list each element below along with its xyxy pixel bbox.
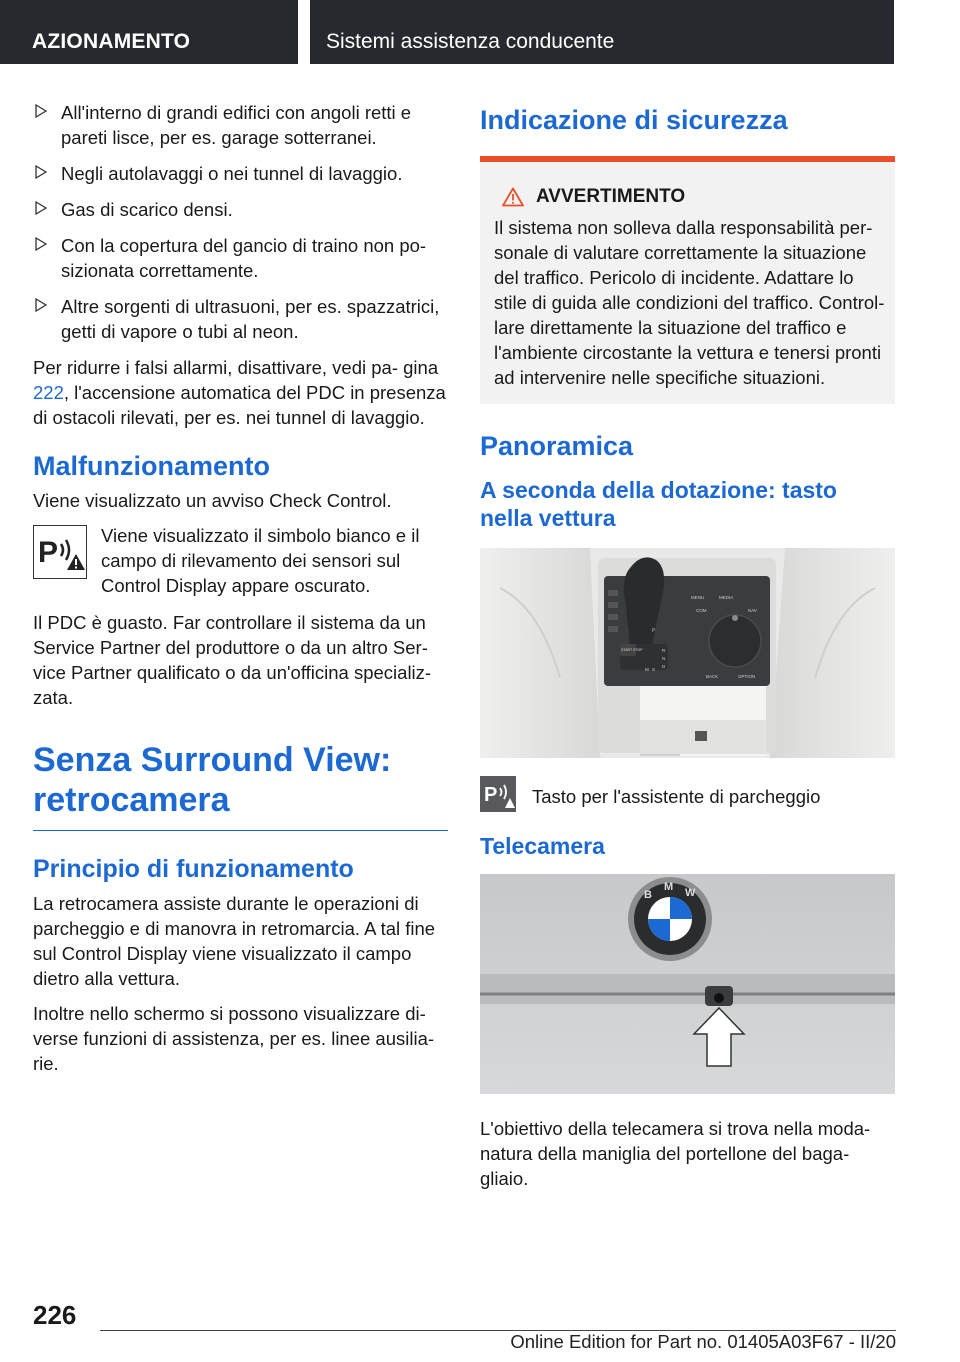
principle-paragraph-1: La retrocamera assiste durante le operazioni di parcheggio e di manovra in retromarcia. A tal fine sul Control Display viene visualizzato il campo dietro alla vettura. (33, 893, 436, 989)
bullet-triangle-icon (35, 201, 47, 215)
camera-location-text: L'obiettivo della telecamera si trova nella moda- natura della maniglia del portellone del baga- gliaio. (480, 1118, 871, 1189)
bullet-triangle-icon (35, 298, 47, 312)
center-console-photo (480, 548, 895, 758)
park-assist-button-icon (480, 776, 516, 812)
list-item (33, 294, 448, 344)
console-label-start: START STOP (621, 648, 643, 652)
bullet-triangle-icon (35, 104, 47, 118)
symbol-description: Viene visualizzato il simbolo bianco e il campo di rilevamento dei sensori sul Control Display appare oscurato. (101, 525, 420, 596)
page-number: 226 (33, 1300, 77, 1330)
rear-camera-photo (480, 874, 895, 1094)
right-column (480, 100, 895, 1201)
button-caption-row (480, 776, 895, 812)
svg-text:P: P (38, 536, 59, 569)
console-label-back: BACK (706, 674, 719, 679)
list-item-text: Altre sorgenti di ultrasuoni, per es. spazzatrici, getti di vapore o tubi al neon. (61, 296, 440, 342)
warning-triangle-icon (502, 187, 524, 207)
edition-info: Online Edition for Part no. 01405A03F67 - II/20 (510, 1331, 896, 1352)
overview-heading: Panoramica (480, 431, 634, 461)
header-section-tab (0, 0, 298, 64)
console-label-com: COM (696, 608, 707, 613)
console-label-r: R (662, 648, 666, 653)
bullet-triangle-icon (35, 165, 47, 179)
false-alarm-paragraph (33, 355, 448, 430)
interference-list (33, 100, 448, 344)
warning-text: Il sistema non solleva dalla responsabilità per- sonale di valutare correttamente la situazione del traffico. Pericolo di incidente. Adattare lo stile di guida alle condizioni del traffico. Control- lare direttamente la situazione del traffico e l'ambiente circostante la vettura e tenersi pronti ad intervenire nelle specifiche situazioni. (494, 217, 885, 388)
list-item (33, 161, 448, 186)
page-link[interactable]: 222 (33, 382, 64, 403)
console-label-s: S (652, 667, 656, 672)
symbol-row (33, 523, 448, 598)
pdc-fault-paragraph: Il PDC è guasto. Far controllare il sistema da un Service Partner del produttore o da un altro Ser- vice Partner qualificato o da un'officina specializ- zata. (33, 612, 432, 708)
warning-title (488, 184, 887, 209)
page-header (0, 0, 960, 64)
malfunction-heading: Malfunzionamento (33, 451, 270, 481)
header-chapter-tab (310, 0, 894, 64)
console-label-media: MEDIA (719, 595, 734, 600)
section-divider (33, 830, 448, 831)
principle-paragraph-2: Inoltre nello schermo si possono visualizzare di- verse funzioni di assistenza, per es. linee ausilia- rie. (33, 1003, 435, 1074)
section-title-line-1: Senza Surround View: (33, 741, 392, 779)
list-item (33, 233, 448, 283)
warning-box (480, 156, 895, 404)
button-caption-text: Tasto per l'assistente di parcheggio (532, 786, 821, 807)
section-title (33, 740, 448, 820)
header-section-label: AZIONAMENTO (32, 30, 191, 53)
bullet-triangle-icon (35, 237, 47, 251)
safety-heading: Indicazione di sicurezza (480, 105, 788, 135)
pdc-warning-symbol-icon (33, 525, 87, 579)
list-item-text: Con la copertura del gancio di traino non po- sizionata correttamente. (61, 235, 427, 281)
equipment-heading: A seconda della dotazione: tasto nella vettura (480, 477, 837, 531)
left-column (33, 100, 448, 1086)
console-label-nav: NAV (748, 608, 757, 613)
svg-text:P: P (484, 784, 498, 806)
false-alarm-text-1: Per ridurre i falsi allarmi, disattivare, vedi pa- gina (33, 357, 439, 378)
console-label-m: M (645, 667, 649, 672)
header-chapter-label: Sistemi assistenza conducente (326, 30, 615, 53)
principle-heading: Principio di funzionamento (33, 855, 354, 883)
malfunction-text: Viene visualizzato un avviso Check Control. (33, 490, 392, 511)
list-item (33, 197, 448, 222)
section-title-line-2: retrocamera (33, 781, 230, 819)
console-label-d: D (662, 664, 666, 669)
false-alarm-text-2: , l'accensione automatica del PDC in presenza di ostacoli rilevati, per es. nei tunnel di lavaggio. (33, 382, 446, 428)
logo-letter-m: M (664, 881, 674, 893)
list-item (33, 100, 448, 150)
warning-label: AVVERTIMENTO (536, 186, 686, 207)
logo-letter-w: W (685, 887, 696, 899)
list-item-text: Gas di scarico densi. (61, 199, 233, 220)
console-label-n: N (662, 656, 666, 661)
console-label-p: P (652, 628, 656, 634)
console-label-menu: MENU (691, 595, 705, 600)
camera-heading: Telecamera (480, 833, 605, 859)
console-label-option: OPTION (738, 674, 756, 679)
list-item-text: Negli autolavaggi o nei tunnel di lavaggio. (61, 163, 403, 184)
logo-letter-b: B (644, 889, 652, 901)
list-item-text: All'interno di grandi edifici con angoli retti e pareti lisce, per es. garage sotterranei. (61, 102, 412, 148)
